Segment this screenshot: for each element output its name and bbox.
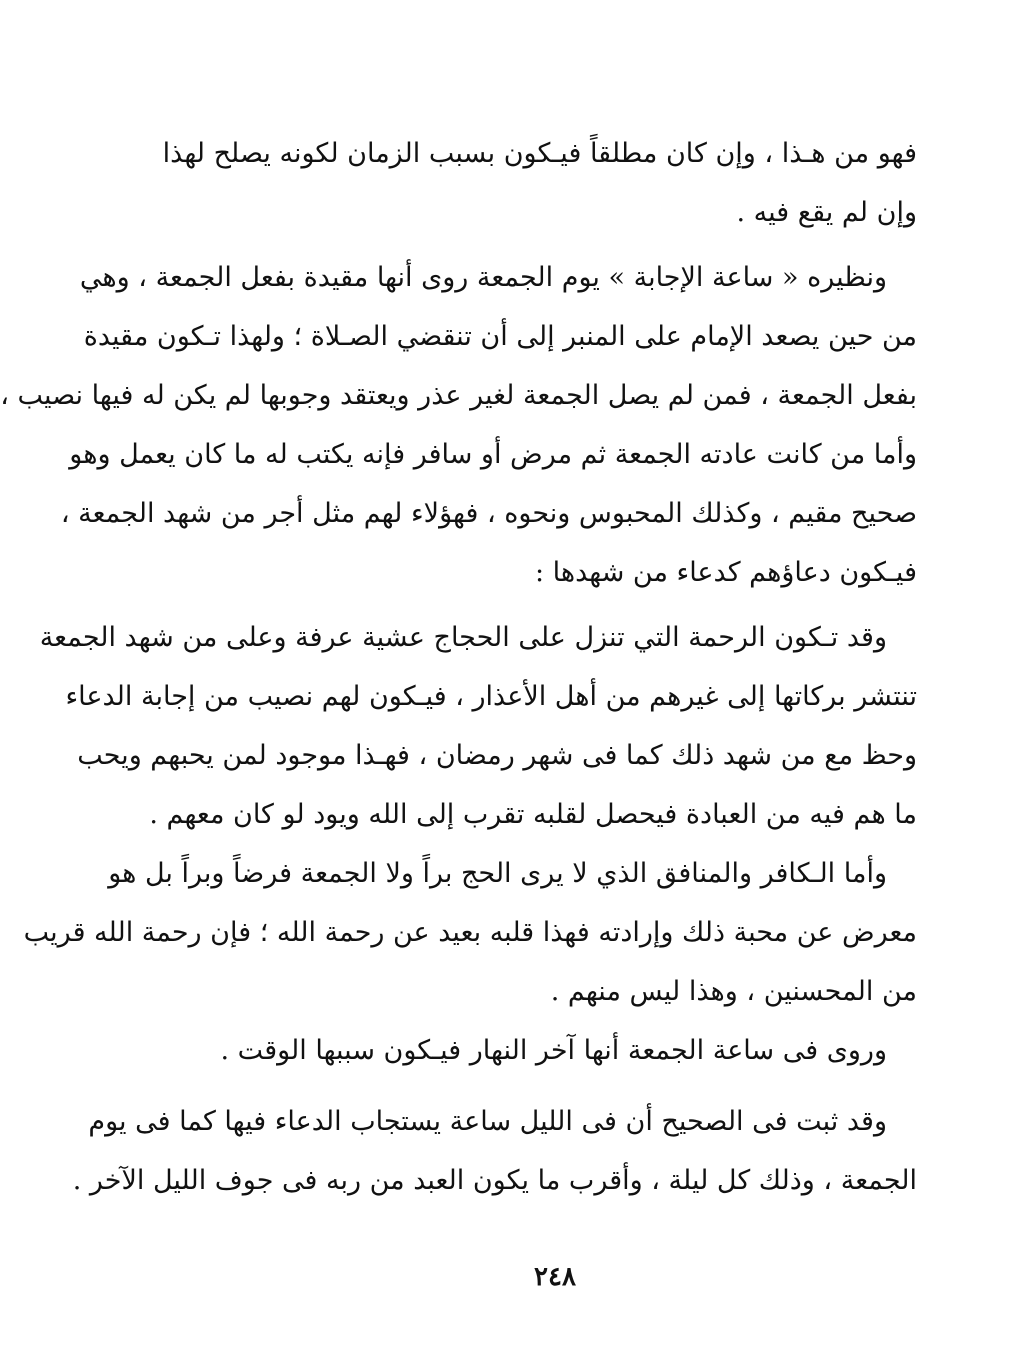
text-line: من حين يصعد الإمام على المنبر إلى أن تنقضي الصـلاة ؛ ولهذا تـكون مقيدة bbox=[83, 321, 917, 352]
text-line: وأما الـكافر والمنافق الذي لا يرى الحج براً ولا الجمعة فرضاً وبراً بل هو bbox=[108, 858, 887, 889]
text-line: وأما من كانت عادته الجمعة ثم مرض أو سافر فإنه يكتب له ما كان يعمل وهو bbox=[69, 439, 917, 470]
text-line: الجمعة ، وذلك كل ليلة ، وأقرب ما يكون العبد من ربه فى جوف الليل الآخر . bbox=[72, 1165, 917, 1196]
text-line: من المحسنين ، وهذا ليس منهم . bbox=[550, 976, 917, 1007]
body-text bbox=[0, 124, 917, 1210]
text-line: ما هم فيه من العبادة فيحصل لقلبه تقرب إلى الله ويود لو كان معهم . bbox=[149, 799, 917, 830]
page-number: ٢٤٨ bbox=[534, 1262, 576, 1292]
text-line: ونظيره « ساعة الإجابة » يوم الجمعة روى أنها مقيدة بفعل الجمعة ، وهي bbox=[79, 262, 887, 293]
text-line: تنتشر بركاتها إلى غيرهم من أهل الأعذار ، فيـكون لهم نصيب من إجابة الدعاء bbox=[65, 681, 917, 712]
text-line: فهو من هـذا ، وإن كان مطلقاً فيـكون بسبب الزمان لكونه يصلح لهذا bbox=[162, 138, 917, 169]
text-line: وحظ مع من شهد ذلك كما فى شهر رمضان ، فهـذا موجود لمن يحبهم ويحب bbox=[77, 740, 917, 771]
text-line: فيـكون دعاؤهم كدعاء من شهدها : bbox=[534, 557, 917, 588]
text-line: وقد ثبت فى الصحيح أن فى الليل ساعة يستجاب الدعاء فيها كما فى يوم bbox=[88, 1106, 887, 1137]
text-line: وإن لم يقع فيه . bbox=[736, 197, 917, 228]
text-line: صحيح مقيم ، وكذلك المحبوس ونحوه ، فهؤلاء لهم مثل أجر من شهد الجمعة ، bbox=[60, 498, 917, 529]
text-line: بفعل الجمعة ، فمن لم يصل الجمعة لغير عذر ويعتقد وجوبها لم يكن له فيها نصيب ، bbox=[0, 380, 917, 411]
text-line: وروى فى ساعة الجمعة أنها آخر النهار فيـكون سببها الوقت . bbox=[220, 1035, 887, 1066]
text-line: معرض عن محبة ذلك وإرادته فهذا قلبه بعيد عن رحمة الله ؛ فإن رحمة الله قريب bbox=[23, 917, 917, 948]
text-line: وقد تـكون الرحمة التي تنزل على الحجاج عشية عرفة وعلى من شهد الجمعة bbox=[39, 622, 887, 653]
